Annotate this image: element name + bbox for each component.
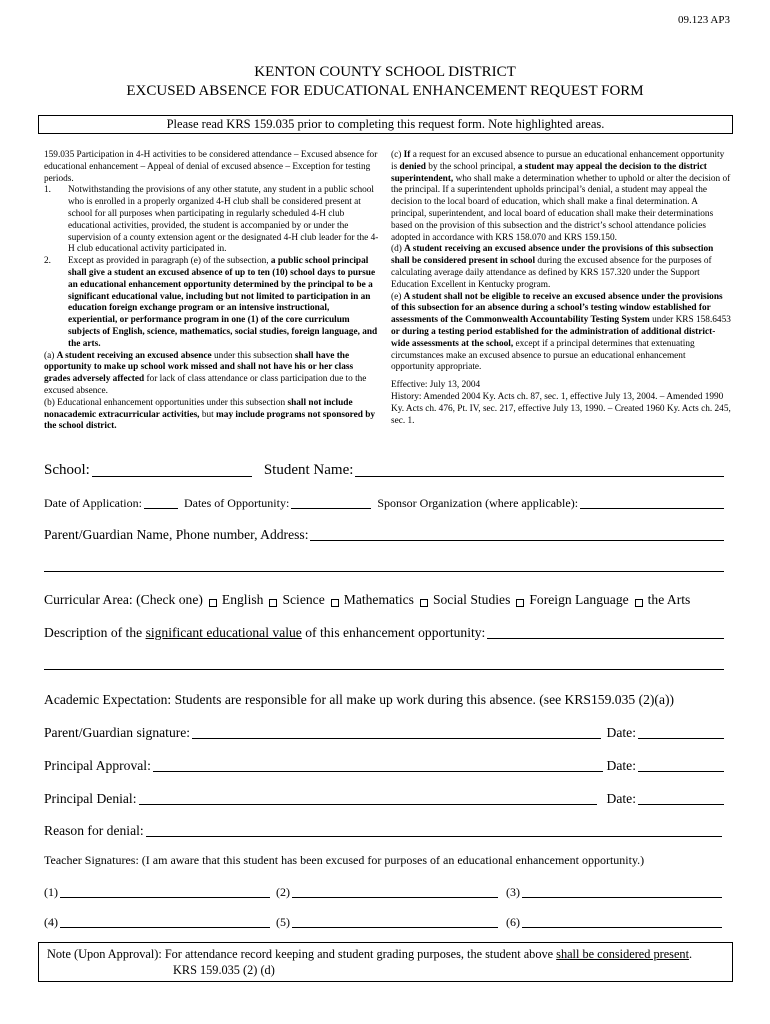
mathematics-checkbox[interactable] — [331, 599, 339, 607]
school-field[interactable] — [92, 463, 252, 477]
foreign-language-checkbox[interactable] — [516, 599, 524, 607]
text: during the excused absence for the purposes of calculating average daily attendance as defined by KRS 157.320 under the Support Education Excellent in Kentucky program. — [391, 256, 712, 290]
text: by the school principal, — [425, 161, 518, 172]
mathematics-label: Mathematics — [343, 592, 414, 607]
text: for lack of class attendance or class participation due to the excused absence. — [44, 374, 367, 396]
academic-expectation — [44, 692, 734, 708]
district-title: KENTON COUNTY SCHOOL DISTRICT — [254, 64, 516, 80]
teacher-signature-5[interactable] — [292, 914, 498, 928]
dates-row — [44, 495, 726, 511]
text-bold: may include programs not sponsored by the school district. — [44, 409, 376, 432]
description-field[interactable] — [487, 625, 724, 639]
text: but — [199, 409, 217, 420]
statute-para-a — [44, 351, 380, 398]
parent-row — [44, 527, 726, 543]
date-application-label: Date of Application: — [44, 496, 142, 510]
arts-label: the Arts — [647, 592, 691, 607]
text: (c) — [391, 150, 404, 160]
teacher-signature-1[interactable] — [60, 884, 270, 898]
text-bold: denied — [399, 161, 426, 172]
reason-field[interactable] — [146, 823, 722, 837]
policy-code: 09.123 AP3 — [678, 14, 730, 26]
principal-approval-field[interactable] — [153, 758, 603, 772]
sig-num: (4) — [44, 915, 58, 929]
teacher-signature-2[interactable] — [292, 884, 498, 898]
statute-para-c — [391, 150, 731, 244]
text-underlined: significant educational value — [145, 625, 302, 640]
school-student-row — [44, 462, 726, 479]
statute-left-column — [44, 150, 380, 433]
science-label: Science — [282, 592, 325, 607]
social-studies-checkbox[interactable] — [420, 599, 428, 607]
denial-date-field[interactable] — [638, 791, 724, 805]
text-underlined: shall be considered present — [556, 947, 689, 961]
principal-denial-field[interactable] — [139, 791, 597, 805]
item-number: 1. — [44, 185, 51, 196]
text: (b) Educational enhancement opportunities under this subsection — [44, 397, 288, 408]
date-label: Date: — [606, 758, 636, 773]
statute-para-b — [44, 398, 380, 433]
notice-box — [38, 115, 733, 134]
english-checkbox[interactable] — [209, 599, 217, 607]
text: under KRS 158.6453 — [649, 315, 731, 326]
text: except if a principal determines that extenuating circumstances make an excused absence to pursue an educational enhancement opportunity appropriate. — [391, 338, 695, 373]
parent-label: Parent/Guardian Name, Phone number, Address: — [44, 527, 309, 542]
text-bold: If — [403, 150, 411, 160]
sig-num: (5) — [276, 915, 290, 929]
sig-num: (2) — [276, 885, 290, 899]
parent-field-line2[interactable] — [44, 571, 724, 572]
description-row — [44, 625, 726, 641]
parent-field[interactable] — [310, 527, 724, 541]
curricular-row — [44, 592, 734, 608]
student-name-label: Student Name: — [263, 462, 354, 478]
text: who shall make a determination whether to uphold or alter the decision of the principal. If a superintendent upholds principal’s denial, a student may appeal the decision to the local board of education, which shall make a final determination. A principal, superintendent, and local board of education shall make their determinations based on the provision of this subsection and the district’s school attendance policies adopted in accordance with KRS 158.070 and KRS 159.150. — [391, 173, 731, 243]
date-application-field[interactable] — [144, 495, 178, 509]
reason-label: Reason for denial: — [44, 823, 144, 838]
text: . — [688, 947, 693, 961]
text: (a) — [44, 350, 57, 361]
english-label: English — [221, 592, 264, 607]
text: a request for an excused absence to pursue an educational enhancement opportunity is — [391, 150, 725, 172]
parent-signature-label: Parent/Guardian signature: — [44, 725, 191, 740]
sig-num: (6) — [506, 915, 520, 929]
date-label: Date: — [606, 725, 636, 740]
teacher-signatures-row-1 — [44, 884, 724, 900]
item-number: 2. — [44, 256, 51, 267]
parent-signature-row — [44, 725, 726, 741]
reason-row — [44, 823, 724, 839]
text-bold: A student receiving an excused absence — [56, 350, 212, 361]
notice-text: Please read KRS 159.035 prior to completing this request form. Note highlighted areas. — [166, 117, 605, 131]
text: Note (Upon Approval): For attendance record keeping and student grading purposes, the student above — [47, 947, 557, 961]
principal-denial-label: Principal Denial: — [44, 791, 137, 806]
principal-approval-label: Principal Approval: — [44, 758, 151, 773]
teacher-text: Teacher Signatures: (I am aware that this student has been excused for purposes of an educational enhancement opportunity.) — [44, 853, 645, 867]
science-checkbox[interactable] — [269, 599, 277, 607]
sponsor-field[interactable] — [580, 495, 724, 509]
parent-date-field[interactable] — [638, 725, 724, 739]
text: (e) — [391, 291, 404, 302]
form-title: EXCUSED ABSENCE FOR EDUCATIONAL ENHANCEMENT REQUEST FORM — [126, 83, 644, 99]
text-bold: A student shall not be eligible to receive an excused absence under the provisions of this subsection for an absence during a school’s testing window established for assessments of the Commonwealth Accountability Testing System — [391, 291, 723, 326]
approval-date-field[interactable] — [638, 758, 724, 772]
statute-item-2 — [44, 256, 380, 350]
student-name-field[interactable] — [355, 463, 724, 477]
arts-checkbox[interactable] — [635, 599, 643, 607]
description-label — [44, 625, 485, 641]
dates-opportunity-label: Dates of Opportunity: — [183, 496, 290, 510]
social-studies-label: Social Studies — [432, 592, 511, 607]
text: of this enhancement opportunity: — [301, 625, 486, 640]
statute-item-1 — [44, 185, 380, 256]
parent-signature-field[interactable] — [192, 725, 600, 739]
principal-denial-row — [44, 791, 726, 807]
approval-note-box — [38, 942, 733, 982]
dates-opportunity-field[interactable] — [291, 495, 371, 509]
item-text: Except as provided in paragraph (e) of the subsection, — [68, 256, 271, 267]
item-text-bold: a public school principal shall give a student an excused absence of up to ten (10) school days to pursue an educational enhancement opportunity determined by the principal to be a significant educational value, including but not limited to participation in an education foreign exchange program or an intensive instructional, experiential, or performance program in one (1) of the core curriculum subjects of English, science, mathematics, social studies, foreign language, and the arts. — [68, 256, 378, 349]
curricular-label: Curricular Area: (Check one) — [44, 592, 203, 607]
sig-num: (1) — [44, 885, 58, 899]
teacher-signature-4[interactable] — [60, 914, 270, 928]
statute-intro: 159.035 Participation in 4-H activities to be considered attendance – Excused absence for educational enhancement – Appeal of denial of excused absence – Exception for testing periods. — [44, 150, 378, 184]
text: under this subsection — [211, 350, 295, 361]
text-bold: shall not include nonacademic extracurricular activities, — [44, 397, 353, 420]
approval-note-statute: KRS 159.035 (2) (d) — [173, 963, 275, 977]
teacher-signatures-row-2 — [44, 914, 724, 930]
principal-approval-row — [44, 758, 726, 774]
text: Description of the — [44, 625, 146, 640]
text: (d) — [391, 244, 405, 255]
approval-note — [47, 947, 692, 962]
sponsor-label: Sponsor Organization (where applicable): — [377, 496, 579, 510]
teacher-statement — [44, 853, 734, 868]
item-text: Notwithstanding the provisions of any other statute, any student in a public school who is enrolled in a properly organized 4-H club shall be considered present at school for all purposes when participating in regularly scheduled 4-H club educational activities, provided, the student is accompanied by or under the supervision of a county extension agent or the designated 4-H club leader for the 4-H club educational activity participated in. — [68, 185, 379, 255]
effective-date: Effective: July 13, 2004 — [391, 380, 481, 391]
statute-para-e — [391, 292, 731, 375]
teacher-signature-6[interactable] — [522, 914, 722, 928]
foreign-language-label: Foreign Language — [529, 592, 629, 607]
sig-num: (3) — [506, 885, 520, 899]
description-field-line2[interactable] — [44, 669, 724, 670]
statute-para-d — [391, 244, 731, 291]
text-bold: A student receiving an excused absence under the provisions of this subsection shall be considered present in school — [391, 244, 714, 267]
statute-right-column — [391, 150, 731, 427]
text-bold: or during a testing period established for the administration of additional district-wide assessments at the school, — [391, 326, 716, 349]
text-bold: a student may appeal the decision to the district superintendent, — [391, 161, 707, 184]
academic-text: Academic Expectation: Students are responsible for all make up work during this absence. (see KRS159.035 (2)(a)) — [44, 692, 675, 707]
text-bold: shall have the opportunity to make up school work missed and shall not have his or her class grades adversely affected — [44, 350, 354, 385]
teacher-signature-3[interactable] — [522, 884, 722, 898]
school-label: School: — [44, 462, 90, 478]
date-label: Date: — [606, 791, 636, 806]
statute-history: History: Amended 2004 Ky. Acts ch. 87, sec. 1, effective July 13, 2004. – Amended 1990 Ky. Acts ch. 476, Pt. IV, sec. 217, effective July 13, 1990. – Created 1960 Ky. Acts ch. 245, sec. 1. — [391, 391, 731, 426]
